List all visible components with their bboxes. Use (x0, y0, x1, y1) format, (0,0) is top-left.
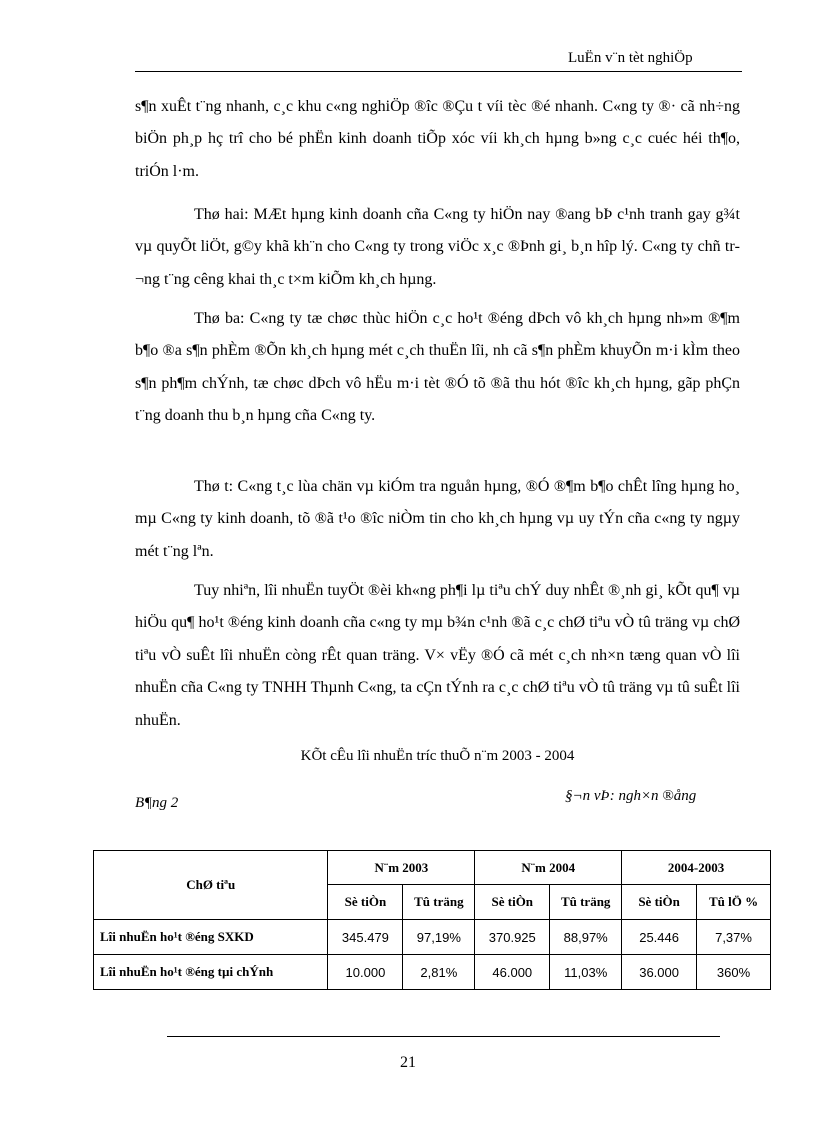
subheader-share-2003: Tû träng (403, 885, 475, 920)
table-cell: 370.925 (475, 920, 550, 955)
running-header: LuËn v¨n tèt nghiÖp (568, 50, 693, 66)
subheader-amount-2004: Sè tiÒn (475, 885, 550, 920)
header-difference: 2004-2003 (622, 851, 771, 885)
body-paragraph-4: Thø t: C«ng t¸c lùa chän vµ kiÓm tra nguån hµng, ®Ó ®¶m b¶o chÊt lîng hµng ho¸ mµ C«ng ty kinh doanh, tõ ®ã t¹o ®îc niÒm tin cho kh¸ch hµng vµ uy tÝn cña c«ng ty ngµy mét t¨ng lªn. (135, 478, 740, 560)
footer-divider (167, 1036, 720, 1037)
table-cell: 360% (697, 955, 771, 990)
body-paragraph-1: s¶n xuÊt t¨ng nhanh, c¸c khu c«ng nghiÖp ®îc ®Çu t víi tèc ®é nhanh. C«ng ty ®· cã nh÷ng biÖn ph¸p hç trî cho bé phËn kinh doanh tiÕp xóc víi kh¸ch hµng b»ng c¸c cuéc héi th¶o, triÓn l·m. (135, 98, 740, 180)
page-number: 21 (400, 1054, 416, 1071)
subheader-share-2004: Tû träng (550, 885, 622, 920)
table-cell: 97,19% (403, 920, 475, 955)
table-cell: 2,81% (403, 955, 475, 990)
subheader-rate-diff: Tû lÖ % (697, 885, 771, 920)
header-divider (135, 71, 742, 72)
table-cell: 88,97% (550, 920, 622, 955)
table-title: KÕt cÊu lîi nhuËn tríc thuÕ n¨m 2003 - 2004 (300, 748, 575, 764)
table-cell: 10.000 (328, 955, 403, 990)
body-paragraph-2: Thø hai: MÆt hµng kinh doanh cña C«ng ty hiÖn nay ®ang bÞ c¹nh tranh gay g¾t vµ quyÕt liÖt, g©y khã kh¨n cho C«ng ty trong viÖc x¸c ®Þnh gi¸ b¸n hîp lý. C«ng ty chñ tr¬ng t¨ng cêng khai th¸c t×m kiÕm kh¸ch hµng. (135, 206, 740, 288)
table-cell: 345.479 (328, 920, 403, 955)
table-unit: §¬n vÞ: ngh×n ®ång (565, 788, 697, 804)
subheader-amount-diff: Sè tiÒn (622, 885, 697, 920)
row-label: Lîi nhuËn ho¹t ®éng tµi chÝnh (94, 955, 328, 990)
header-indicator: ChØ tiªu (94, 851, 328, 920)
body-paragraph-5: Tuy nhiªn, lîi nhuËn tuyÖt ®èi kh«ng ph¶i lµ tiªu chÝ duy nhÊt ®¸nh gi¸ kÕt qu¶ vµ hiÖu qu¶ ho¹t ®éng kinh doanh cña c«ng ty mµ b¾n c¹nh ®ã c¸c chØ tiªu vÒ tû träng vµ chØ tiªu vÒ suÊt lîi nhuËn còng rÊt quan träng. V× vËy ®Ó cã mét c¸ch nh×n tæng quan vÒ lîi nhuËn cña C«ng ty TNHH Thµnh C«ng, ta cÇn tÝnh ra c¸c chØ tiªu vÒ tû träng vµ tû suÊt lîi nhuËn. (135, 582, 740, 729)
table-label: B¶ng 2 (135, 795, 179, 811)
profit-structure-table (93, 850, 771, 990)
table-cell: 11,03% (550, 955, 622, 990)
body-paragraph-3: Thø ba: C«ng ty tæ chøc thùc hiÖn c¸c ho¹t ®éng dÞch vô kh¸ch hµng nh»m ®¶m b¶o ®a s¶n phÈm ®Õn kh¸ch hµng mét c¸ch thuËn lîi, nh cã s¶n phÈm khuyÕn m·i kÌm theo s¶n ph¶m chÝnh, tæ chøc dÞch vô hËu m·i tèt ®Ó tõ ®ã thu hót ®îc kh¸ch hµng, gãp phÇn t¨ng doanh thu b¸n hµng cña C«ng ty. (135, 310, 740, 425)
table-cell: 25.446 (622, 920, 697, 955)
table-cell: 46.000 (475, 955, 550, 990)
table-row (94, 955, 771, 990)
header-year-2004: N¨m 2004 (475, 851, 622, 885)
table-cell: 7,37% (697, 920, 771, 955)
header-year-2003: N¨m 2003 (328, 851, 475, 885)
table-cell: 36.000 (622, 955, 697, 990)
subheader-amount-2003: Sè tiÒn (328, 885, 403, 920)
table-row (94, 920, 771, 955)
row-label: Lîi nhuËn ho¹t ®éng SXKD (94, 920, 328, 955)
